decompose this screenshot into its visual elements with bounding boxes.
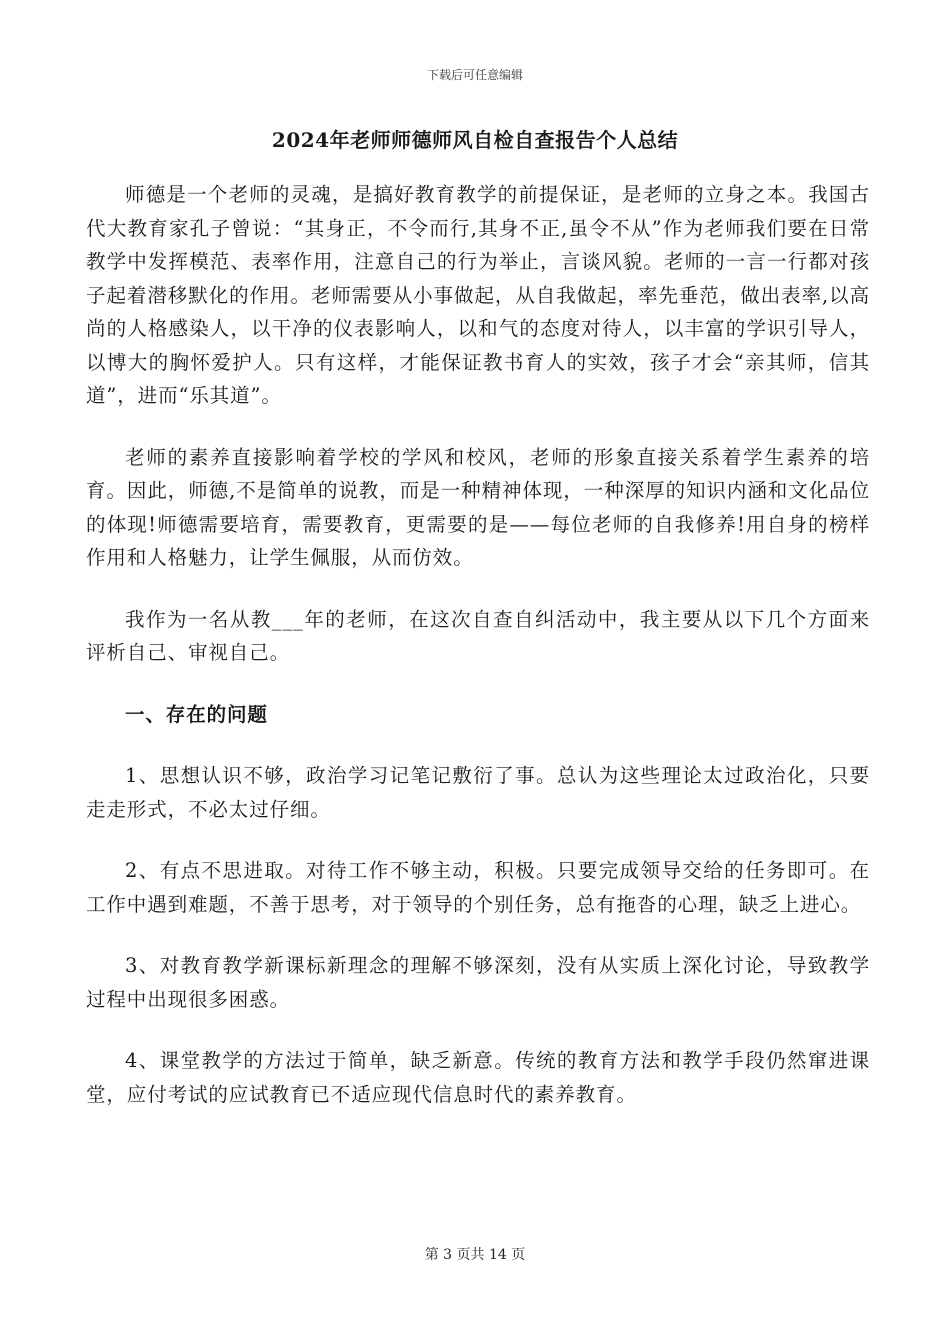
header-note: 下载后可任意编辑 xyxy=(426,68,523,82)
problem-item: 2、有点不思进取。对待工作不够主动，积极。只要完成领导交给的任务即可。在工作中遇到难题，不善于思考，对于领导的个别任务，总有拖沓的心理，缺乏上进心。 xyxy=(86,859,870,916)
body-paragraph: 师德是一个老师的灵魂，是搞好教育教学的前提保证，是老师的立身之本。我国古代大教育家孔子曾说：“其身正，不令而行,其身不正,虽令不从”作为老师我们要在日常教学中发挥模范、表率作用，注意自己的行为举止，言谈风貌。老师的一言一行都对孩子起着潜移默化的作用。老师需要从小事做起，从自我做起，率先垂范，做出表率,以高尚的人格感染人，以干净的仪表影响人，以和气的态度对待人，以丰富的学识引导人，以博大的胸怀爱护人。只有这样，才能保证教书育人的实效，孩子才会“亲其师，信其道”，进而“乐其道”。 xyxy=(86,183,870,407)
document-title: 2024年老师师德师风自检自查报告个人总结 xyxy=(271,128,679,152)
body-paragraph: 老师的素养直接影响着学校的学风和校风，老师的形象直接关系着学生素养的培育。因此，师德,不是简单的说教，而是一种精神体现，一种深厚的知识内涵和文化品位的体现!师德需要培育，需要教育，更需要的是——每位老师的自我修养!用自身的榜样作用和人格魅力，让学生佩服，从而仿效。 xyxy=(86,445,870,569)
problem-item: 1、思想认识不够，政治学习记笔记敷衍了事。总认为这些理论太过政治化，只要走走形式，不必太过仔细。 xyxy=(86,764,870,821)
body-paragraph: 我作为一名从教___年的老师，在这次自查自纠活动中，我主要从以下几个方面来评析自己、审视自己。 xyxy=(86,607,870,664)
problem-item: 3、对教育教学新课标新理念的理解不够深刻，没有从实质上深化讨论，导致教学过程中出现很多困惑。 xyxy=(86,954,870,1011)
problem-item: 4、课堂教学的方法过于简单，缺乏新意。传统的教育方法和教学手段仍然窜进课堂，应付考试的应试教育已不适应现代信息时代的素养教育。 xyxy=(86,1049,870,1106)
page-number: 第 3 页共 14 页 xyxy=(424,1247,526,1263)
document-body xyxy=(86,178,870,1139)
section-heading: 一、存在的问题 xyxy=(125,702,268,726)
